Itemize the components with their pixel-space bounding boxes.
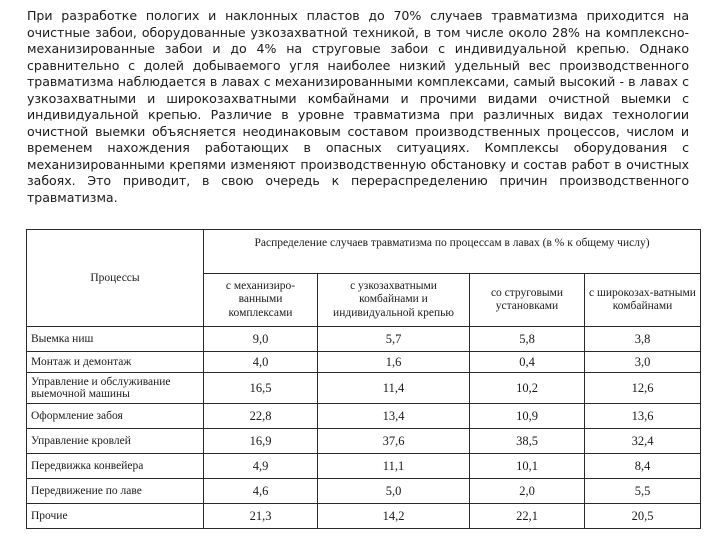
row-process: Передвижка конвейера xyxy=(27,454,204,479)
column-header-plough: со струговыми установками xyxy=(470,274,585,327)
row-value: 16,9 xyxy=(204,429,318,454)
row-value: 32,4 xyxy=(585,429,701,454)
row-value: 0,4 xyxy=(470,352,585,373)
row-value: 12,6 xyxy=(585,373,701,404)
table-header-row xyxy=(27,230,701,274)
row-value: 10,9 xyxy=(470,404,585,429)
row-value: 4,6 xyxy=(204,479,318,504)
row-value: 22,1 xyxy=(470,504,585,529)
table-row xyxy=(27,429,701,454)
row-value: 13,4 xyxy=(318,404,470,429)
row-value: 2,0 xyxy=(470,479,585,504)
row-value: 11,4 xyxy=(318,373,470,404)
column-header-mechanized: с механизиро-ванными комплексами xyxy=(204,274,318,327)
table-row xyxy=(27,504,701,529)
row-value: 11,1 xyxy=(318,454,470,479)
row-value: 37,6 xyxy=(318,429,470,454)
table-row xyxy=(27,327,701,352)
row-process: Прочие xyxy=(27,504,204,529)
column-header-wide-cut: с широкозах-ватными комбайнами xyxy=(585,274,701,327)
row-value: 5,7 xyxy=(318,327,470,352)
table-row xyxy=(27,373,701,404)
table-row xyxy=(27,479,701,504)
injury-distribution-table xyxy=(26,229,701,529)
intro-paragraph: При разработке пологих и наклонных пластов до 70% случаев травматизма приходится на очистные забои, оборудованные узкозахватной техникой, в том числе около 28% на комплексно-механизированные забои и до 4% на струговые забои с индивидуальной крепью. Однако сравнительно с долей добываемого угля наиболее низкий удельный вес производственного травматизма наблюдается в лавах с механизированными комплексами, самый высокий - в лавах с узкозахватными и широкозахватными комбайнами и прочими видами очистной выемки с индивидуальной крепью. Различие в уровне травматизма при различных видах технологии очистной выемки объясняется неодинаковым составом производственных процессов, числом и временем нахождения работающих в опасных ситуациях. Комплексы оборудования с механизированными крепями изменяют производственную обстановку и состав работ в очистных забоях. Это приводит, в свою очередь к перераспределению причин производственного травматизма. xyxy=(27,8,689,206)
row-process: Передвижение по лаве xyxy=(27,479,204,504)
row-process: Управление и обслуживание выемочной машины xyxy=(27,373,204,404)
row-value: 21,3 xyxy=(204,504,318,529)
row-value: 8,4 xyxy=(585,454,701,479)
row-value: 10,1 xyxy=(470,454,585,479)
row-value: 3,8 xyxy=(585,327,701,352)
row-value: 22,8 xyxy=(204,404,318,429)
row-value: 38,5 xyxy=(470,429,585,454)
row-value: 5,8 xyxy=(470,327,585,352)
row-value: 10,2 xyxy=(470,373,585,404)
table-row xyxy=(27,352,701,373)
row-process: Выемка ниш xyxy=(27,327,204,352)
row-value: 4,9 xyxy=(204,454,318,479)
row-value: 13,6 xyxy=(585,404,701,429)
row-value: 9,0 xyxy=(204,327,318,352)
row-value: 14,2 xyxy=(318,504,470,529)
column-header-narrow-cut: с узкозахватными комбайнами и индивидуальной крепью xyxy=(318,274,470,327)
row-process: Оформление забоя xyxy=(27,404,204,429)
header-distribution: Распределение случаев травматизма по процессам в лавах (в % к общему числу) xyxy=(204,230,701,274)
row-value: 1,6 xyxy=(318,352,470,373)
header-processes: Процессы xyxy=(27,230,204,327)
row-value: 4,0 xyxy=(204,352,318,373)
row-value: 20,5 xyxy=(585,504,701,529)
table-row xyxy=(27,404,701,429)
row-process: Управление кровлей xyxy=(27,429,204,454)
row-process: Монтаж и демонтаж xyxy=(27,352,204,373)
table-row xyxy=(27,454,701,479)
row-value: 3,0 xyxy=(585,352,701,373)
row-value: 5,0 xyxy=(318,479,470,504)
row-value: 5,5 xyxy=(585,479,701,504)
row-value: 16,5 xyxy=(204,373,318,404)
